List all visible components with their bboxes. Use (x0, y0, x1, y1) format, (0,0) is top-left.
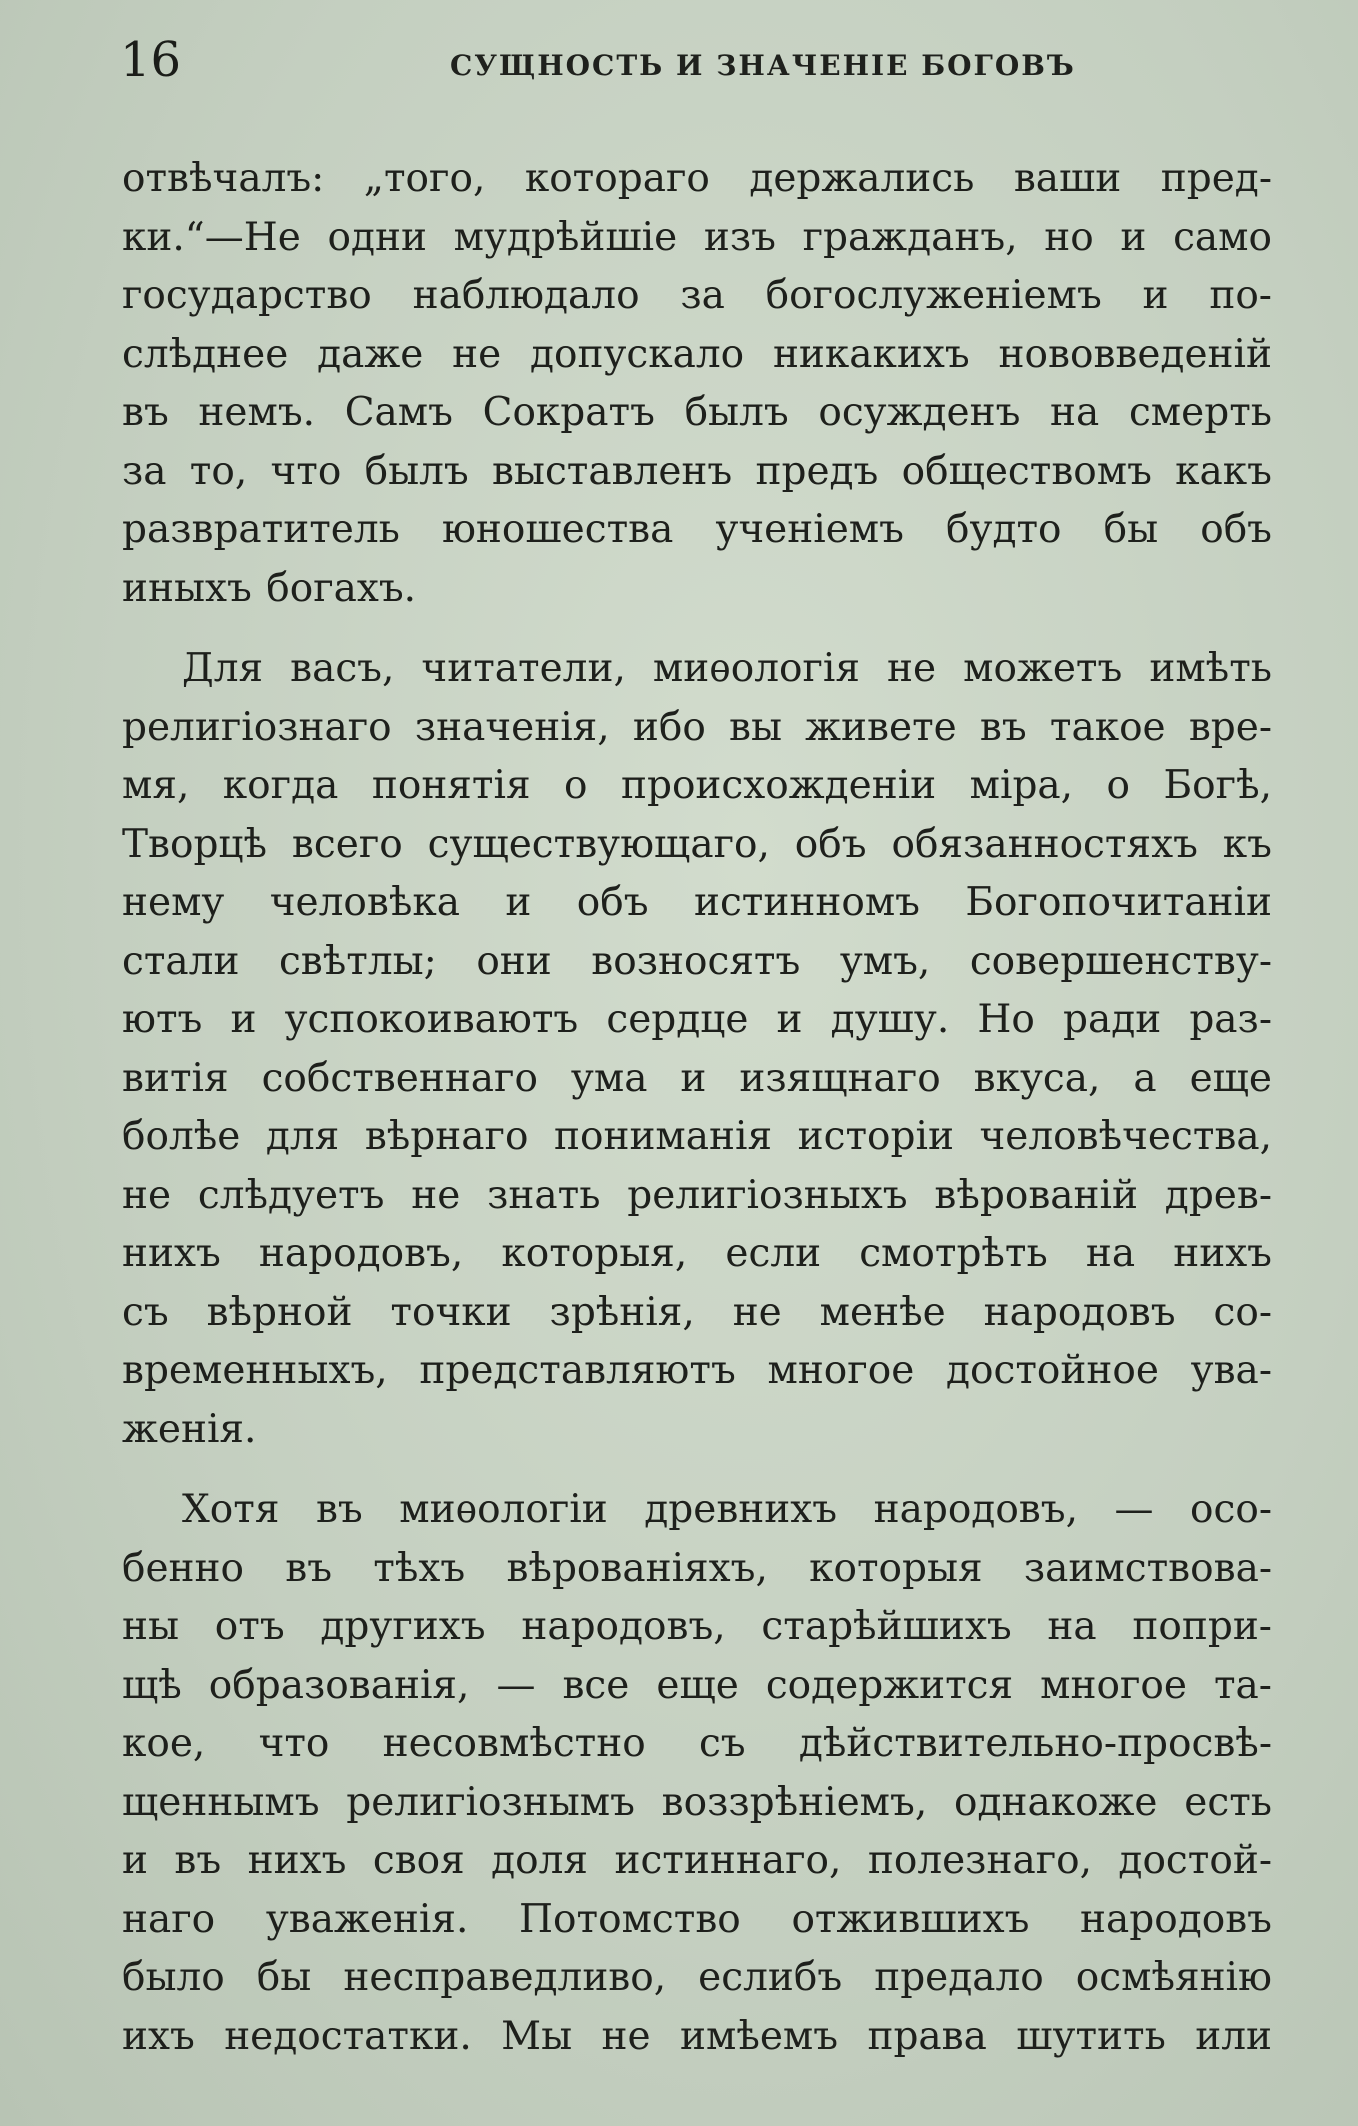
text-line: ихъ недостатки. Мы не имѣемъ права шутить или (122, 2013, 1272, 2059)
text-line: витія собственнаго ума и изящнаго вкуса, а еще (122, 1055, 1272, 1101)
paragraph (122, 640, 1272, 1459)
text-line: кое, что несовмѣстно съ дѣйствительно-просвѣ- (122, 1721, 1272, 1766)
text-line: съ вѣрной точки зрѣнія, не менѣе народовъ со- (122, 1289, 1272, 1335)
paragraph (122, 1481, 1272, 2066)
text-line: не слѣдуетъ не знать религіозныхъ вѣрованій древ- (122, 1172, 1272, 1218)
text-line: иныхъ богахъ. (122, 565, 417, 611)
text-line: было бы несправедливо, еслибъ предало осмѣянію (122, 1955, 1272, 2000)
text-line: развратитель юношества ученіемъ будто бы объ (122, 507, 1272, 552)
text-line: нему человѣка и объ истинномъ Богопочитаніи (122, 880, 1272, 925)
text-line: отвѣчалъ: „того, котораго держались ваши пред- (122, 156, 1272, 201)
paragraph (122, 150, 1272, 618)
text-line: ны отъ другихъ народовъ, старѣйшихъ на попри- (122, 1604, 1272, 1649)
text-line: Творцѣ всего существующаго, объ обязанностяхъ къ (122, 821, 1272, 867)
text-line: и въ нихъ своя доля истиннаго, полезнаго, достой- (122, 1838, 1272, 1883)
text-line: бенно въ тѣхъ вѣрованіяхъ, которыя заимствова- (122, 1545, 1272, 1591)
text-line: щѣ образованія, — все еще содержится многое та- (122, 1662, 1272, 1708)
text-line: за то, что былъ выставленъ предъ обществомъ какъ (122, 448, 1272, 494)
text-line: ки.“—Не одни мудрѣйшіе изъ гражданъ, но и само (122, 214, 1272, 260)
text-line: Хотя въ миѳологіи древнихъ народовъ, — осо- (182, 1487, 1272, 1532)
text-line: нихъ народовъ, которыя, если смотрѣть на нихъ (122, 1231, 1272, 1276)
text-line: въ немъ. Самъ Сократъ былъ осужденъ на смерть (122, 390, 1272, 435)
body-text (122, 150, 1272, 2066)
text-line: временныхъ, представляютъ многое достойное ува- (122, 1348, 1272, 1393)
text-line: щеннымъ религіознымъ воззрѣніемъ, однакоже есть (122, 1779, 1272, 1825)
text-line: ютъ и успокоиваютъ сердце и душу. Но ради раз- (122, 997, 1272, 1042)
running-title: СУЩНОСТЬ И ЗНАЧЕНІЕ БОГОВЪ (450, 49, 1076, 82)
text-line: стали свѣтлы; они возносятъ умъ, совершенству- (122, 938, 1272, 984)
text-line: женія. (122, 1406, 257, 1452)
page-header (112, 30, 1272, 100)
text-line: слѣднее даже не допускало никакихъ нововведеній (122, 331, 1272, 377)
text-line: религіознаго значенія, ибо вы живете въ такое вре- (122, 704, 1272, 750)
text-line: Для васъ, читатели, миѳологія не можетъ имѣть (182, 646, 1272, 691)
text-line: наго уваженія. Потомство отжившихъ народовъ (122, 1896, 1272, 1942)
text-line: государство наблюдало за богослуженіемъ и по- (122, 273, 1272, 318)
page-number: 16 (120, 32, 182, 88)
text-line: мя, когда понятія о происхожденіи міра, о Богѣ, (122, 763, 1272, 808)
text-line: болѣе для вѣрнаго пониманія исторіи человѣчества, (122, 1114, 1272, 1159)
